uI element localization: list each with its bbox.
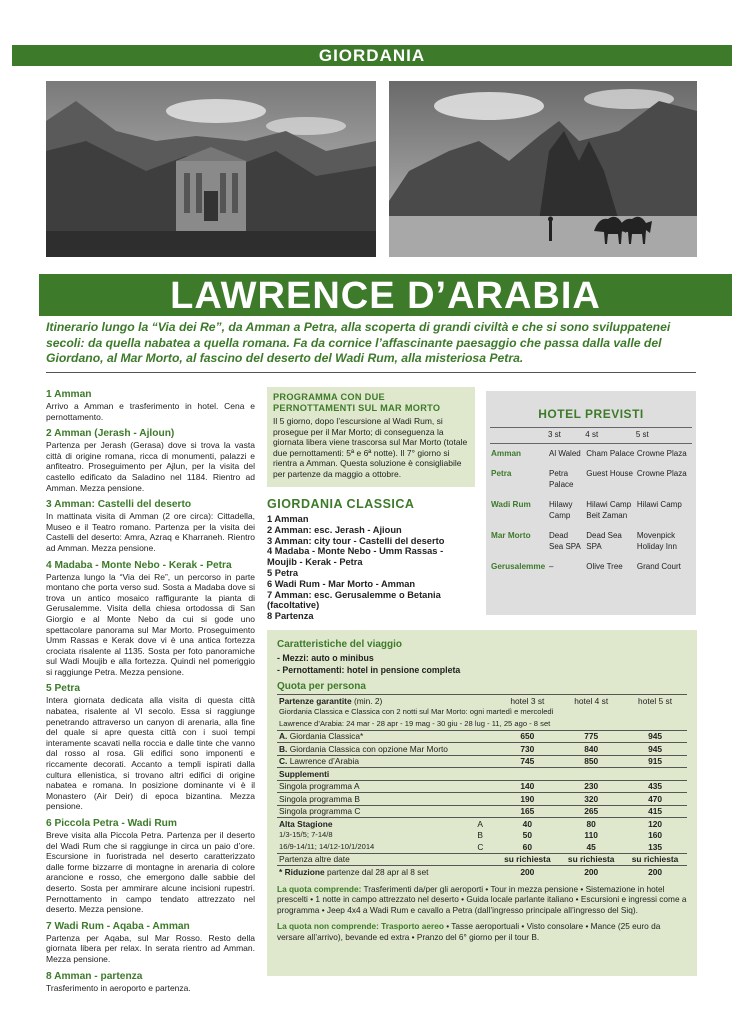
country-header: GIORDANIA: [12, 45, 732, 66]
price-cell: 200: [559, 866, 623, 878]
hotel-cell: Crowne Plaza: [636, 469, 687, 478]
alta-dates: 1/3-15/5; 7-14/8: [279, 830, 333, 839]
hotel-city: Wadi Rum: [491, 500, 531, 509]
classica-item: 8 Partenza: [267, 611, 314, 622]
price-cell: 230: [559, 780, 623, 793]
classica-item: 5 Petra: [267, 567, 299, 578]
day-title: 3 Amman: Castelli del deserto: [46, 499, 192, 511]
price-cell: 730: [495, 743, 559, 756]
price-cell: 850: [559, 755, 623, 768]
riduzione-row: [277, 866, 687, 878]
supplemento-row: [277, 780, 687, 793]
day-text: In mattinata visita di Amman (2 ore circa): Cittadella, Museo e il Teatro romano. Partenza per la visita dei Castelli del deserto: Amra, Azraq e Kharraneh. Rientro ad Amman. Mezza pensione.: [46, 511, 255, 553]
mar-morto-option-text: Il 5 giorno, dopo l’escursione al Wadi Rum, si prosegue per il Mar Morto; di conseguenza la giornata libera viene trascorsa sul Mar Morto (totale due pernottamenti: 5ª e 6ª notte). Il 7° giorno si rientra a Amman. Questa soluzione è consigliabile per partenze da maggio a ottobre.: [273, 416, 468, 479]
mar-morto-option-title: PROGRAMMA CON DUE PERNOTTAMENTI SUL MAR MORTO: [273, 392, 441, 413]
program-letter: A.: [279, 731, 288, 741]
page-title: LAWRENCE D’ARABIA: [39, 274, 732, 316]
intro-text: Itinerario lungo la “Via dei Re”, da Amman a Petra, alla scoperta di grandi civiltà e che si sono sviluppatenei secoli: da quella nabatea a quella romana. Fa da cornice l’affascinante paesaggio che passa dalla valle del Giordano, al Mar Morto, al fascino del deserto del Wadi Rum, alla misteriosa Petra.: [46, 320, 671, 365]
day-title: 6 Piccola Petra - Wadi Rum: [46, 818, 177, 829]
wadi-rum-camels-photo: [389, 81, 697, 257]
hotel-cell: Olive Tree: [586, 562, 623, 571]
supplemento-name: Singola programma A: [277, 780, 495, 793]
hotel-city: Petra: [491, 469, 512, 478]
hotel-cell: Hilawy Camp: [549, 500, 573, 520]
hotel-row: [490, 526, 692, 557]
itinerary-day: [46, 498, 255, 553]
day-text: Trasferimento in aeroporto e partenza.: [46, 982, 191, 993]
price-cell: 415: [623, 805, 687, 818]
col-hotel-4: hotel 4 st: [559, 695, 623, 707]
divider: [46, 372, 696, 373]
hotel-header-cell: [490, 428, 548, 444]
price-cell: 915: [623, 755, 687, 768]
petra-treasury-photo: [46, 81, 376, 257]
price-cell: 470: [623, 793, 687, 806]
program-letter: C.: [279, 756, 288, 766]
hotel-header-cell: 4 st: [585, 428, 636, 444]
alta-row: [277, 841, 687, 853]
price-cell: su richiesta: [623, 853, 687, 866]
program-row: [277, 755, 687, 768]
price-header-row: [277, 695, 687, 707]
dates-text: Giordania Classica e Classica con 2 notti sul Mar Morto: ogni martedì e mercoledì: [279, 707, 554, 716]
dates-text: Lawrence d’Arabia: 24 mar - 28 apr - 19 mag - 30 giu - 28 lug - 11, 25 ago - 8 set: [279, 718, 551, 728]
hotel-row: [490, 443, 692, 464]
supplementi-header-row: [277, 768, 687, 781]
price-cell: su richiesta: [559, 853, 623, 866]
price-cell: 110: [584, 830, 598, 840]
caratteristiche-title: Caratteristiche del viaggio: [277, 639, 403, 650]
partenze-min: (min. 2): [353, 695, 383, 706]
day-text: Partenza lungo la “Via dei Re”, un percorso in parte montano che porta verso sud. Sosta a Madaba dove si trova un antico mosaico raffigurante la pianta di Gerusalemme. Visita della chiesa ortodossa di San Giorgio e al Monte Nebo da cui si gode uno spettacolare panorama sul Mar Morto. Proseguimento Umm Rassas e Kerak dove vi è una antica fortezza crociata risalente al 1135. Sosta per foto panoramiche sul Wadi Moujib e alla fortezza. Quindi nel pomeriggio si raggiunge Petra. Mezza pensione.: [46, 571, 255, 677]
alta-row: [277, 830, 687, 842]
supplemento-row: [277, 793, 687, 806]
itinerary-day: [46, 817, 255, 915]
supplemento-row: [277, 805, 687, 818]
price-cell: 165: [495, 805, 559, 818]
alta-letter: A: [475, 818, 495, 830]
itinerary-day: [46, 970, 255, 994]
dates-row: [277, 707, 687, 719]
supplementi-title: Supplementi: [277, 768, 687, 781]
hotel-box: [486, 391, 696, 615]
quota-non-comprende-label: La quota non comprende: Trasporto aereo: [277, 921, 444, 932]
hotel-table: [490, 427, 692, 578]
quota-comprende-label: La quota comprende:: [277, 883, 362, 894]
alta-letter: C: [477, 841, 484, 852]
supplemento-name: Singola programma B: [277, 793, 495, 806]
partenze-label: Partenze garantite: [279, 695, 352, 706]
price-cell: su richiesta: [495, 853, 559, 866]
alta-title: Alta Stagione: [277, 818, 475, 830]
program-name: Giordania Classica con opzione Mar Morto: [289, 743, 448, 754]
hotel-cell: Al Waled: [549, 448, 581, 458]
price-cell: 840: [559, 743, 623, 756]
dates-row: [277, 718, 687, 730]
price-table: [277, 694, 687, 878]
giordania-classica: [267, 497, 475, 622]
price-cell: 435: [623, 780, 687, 793]
price-cell: 745: [495, 755, 559, 768]
price-cell: 190: [495, 793, 559, 806]
itinerary-day: [46, 427, 255, 493]
hotel-row: [490, 495, 692, 526]
hotel-city: Mar Morto: [491, 531, 531, 540]
hotel-cell: Crowne Plaza: [636, 448, 687, 458]
alta-dates: 16/9-14/11; 14/12-10/1/2014: [279, 841, 375, 851]
hotel-row: [490, 557, 692, 578]
altre-date-label: Partenza altre date: [277, 853, 495, 866]
price-cell: 265: [559, 805, 623, 818]
hotel-cell: Dead Sea SPA: [549, 531, 581, 551]
col-hotel-5: hotel 5 st: [623, 695, 687, 707]
mar-morto-option-box: [267, 387, 475, 487]
hotel-cell: Dead Sea SPA: [586, 531, 622, 551]
classica-item: 1 Amman: [267, 514, 309, 524]
alta-row: [277, 818, 687, 830]
day-title: 5 Petra: [46, 683, 80, 695]
day-title: 1 Amman: [46, 389, 92, 400]
price-cell: 200: [623, 866, 687, 878]
day-text: Partenza per Aqaba, sul Mar Rosso. Resto della giornata libera per relax. In serata rientro ad Amman. Mezza pensione.: [46, 932, 255, 964]
caratteristiche-item: - Pernottamenti: hotel in pensione completa: [277, 664, 461, 675]
hotel-cell: Movenpick Holiday Inn: [636, 531, 677, 551]
hotel-cell: Hilawi Camp: [636, 500, 682, 509]
hotel-row: [490, 464, 692, 495]
hotel-header-row: [490, 428, 692, 444]
hotel-header-cell: 5 st: [636, 428, 692, 444]
price-cell: 650: [495, 730, 559, 743]
hotel-header-cell: 3 st: [548, 428, 585, 444]
price-cell: 60: [522, 841, 532, 852]
program-letter: B.: [279, 743, 288, 754]
price-cell: 120: [623, 818, 687, 830]
classica-item: 4 Madaba - Monte Nebo - Umm Rassas - Moujib - Kerak - Petra: [267, 546, 444, 568]
quota-non-comprende-text: • Tasse aeroportuali • Visto consolare • Mance (25 euro da versare all’arrivo), bevande ed extra • Pranzo del 6° giorno per il tour B.: [277, 921, 661, 942]
supplemento-name: Singola programma C: [277, 805, 495, 818]
hotel-title: HOTEL PREVISTI: [538, 407, 644, 421]
program-row: [277, 743, 687, 756]
itinerary-day: [46, 388, 255, 422]
itinerary-day: [46, 559, 255, 678]
quota-title: Quota per persona: [277, 681, 366, 692]
caratteristiche-item: - Mezzi: auto o minibus: [277, 653, 374, 663]
classica-item: 6 Wadi Rum - Mar Morto - Amman: [267, 578, 416, 589]
classica-item: 2 Amman: esc. Jerash - Ajioun: [267, 524, 402, 535]
price-cell: 945: [623, 743, 687, 756]
price-cell: 50: [522, 830, 532, 840]
day-text: Breve visita alla Piccola Petra. Partenza per il deserto del Wadi Rum che si raggiunge in circa un paio d’ore. Escursione in fuoristrada nel deserto caratterizzato dalle forme bizzarre di montagne in arenaria di colore arancione e rosso, che emergono dalle sabbie del deserto. Sosta per ammirare alcune incisioni rupestri. Pernottamento in campo tendato attrezzato nel deserto. Mezza pensione.: [46, 830, 255, 915]
classica-title: GIORDANIA CLASSICA: [267, 497, 415, 511]
program-name: Giordania Classica*: [289, 731, 364, 741]
hotel-cell: Grand Court: [636, 562, 681, 571]
day-title: 7 Wadi Rum - Aqaba - Amman: [46, 920, 190, 932]
quota-comprende: [277, 884, 687, 916]
alta-letter: B: [477, 830, 483, 840]
hotel-cell: Cham Palace: [586, 448, 635, 458]
program-row: [277, 730, 687, 743]
classica-item: 3 Amman: city tour - Castelli del deserto: [267, 535, 445, 546]
price-cell: 320: [559, 793, 623, 806]
price-cell: 40: [495, 818, 559, 830]
hotel-cell: –: [549, 562, 554, 571]
classica-item: 7 Amman: esc. Gerusalemme o Betania (facoltative): [267, 589, 441, 611]
riduzione-text: partenze dal 28 apr al 8 set: [326, 866, 429, 877]
day-text: Arrivo a Amman e trasferimento in hotel. Cena e pernottamento.: [46, 401, 255, 422]
price-cell: 200: [495, 866, 559, 878]
col-hotel-3: hotel 3 st: [495, 695, 559, 707]
hotel-cell: Petra Palace: [549, 469, 574, 489]
price-cell: 160: [648, 830, 663, 840]
itinerary: [46, 388, 255, 998]
day-title: 2 Amman (Jerash - Ajloun): [46, 428, 175, 440]
program-name: Lawrence d’Arabia: [289, 756, 360, 766]
quota-comprende-text: Trasferimenti da/per gli aeroporti • Tour in mezza pensione • Sistemazione in hotel prescelti • 1 notte in campo attrezzato nel deserto • Guida locale parlante italiano • Escursioni e ingressi come a programma • Jeep 4x4 a Wadi Rum e cavallo a Petra (dall’ingresso principale all’ingresso del Siq).: [277, 883, 687, 915]
riduzione-label: * Riduzione: [279, 866, 325, 877]
price-cell: 80: [559, 818, 623, 830]
quota-non-comprende: [277, 921, 687, 942]
day-title: 8 Amman - partenza: [46, 970, 143, 982]
altre-date-row: [277, 853, 687, 866]
price-cell: 140: [495, 780, 559, 793]
hotel-city: Amman: [491, 448, 522, 458]
itinerary-day: [46, 920, 255, 965]
hotel-cell: Guest House: [586, 469, 633, 478]
day-title: 4 Madaba - Monte Nebo - Kerak - Petra: [46, 559, 232, 571]
price-cell: 945: [623, 730, 687, 743]
trip-details-box: [267, 630, 697, 976]
itinerary-day: [46, 682, 255, 812]
hotel-city: Gerusalemme: [491, 562, 546, 571]
price-cell: 45: [586, 841, 596, 852]
price-cell: 775: [559, 730, 623, 743]
day-text: Intera giornata dedicata alla visita di questa città nabatea, risalente al VI secolo. Essa si raggiunge penetrando attraverso un canyon di arenaria, alla fine del quale si apre questa città con i suoi tempi interamente scavati nella roccia e dalle tinte che vanno dal rosso al rosa. Gli edifici sono imponenti e riccamente decorati. Accanto a templi ispirati dalla cultura ellenistica, si trovano altri edifici di origine nabatea e romana. In posizione dominante vi è il Monastero (Air Deir) di epoca bizantina. Mezza pensione.: [46, 695, 255, 812]
hotel-cell: Hilawi Camp Beit Zaman: [586, 500, 632, 520]
day-text: Partenza per Jerash (Gerasa) dove si trova la vasta città di origine romana, ricca di monumenti, palazzi e anfiteatro. Proseguimento per Ajlun, per la visita del castello edificato da Saladino nel 1184. Rientro ad Amman. Mezza pensione.: [46, 440, 255, 493]
price-cell: 135: [648, 841, 663, 852]
